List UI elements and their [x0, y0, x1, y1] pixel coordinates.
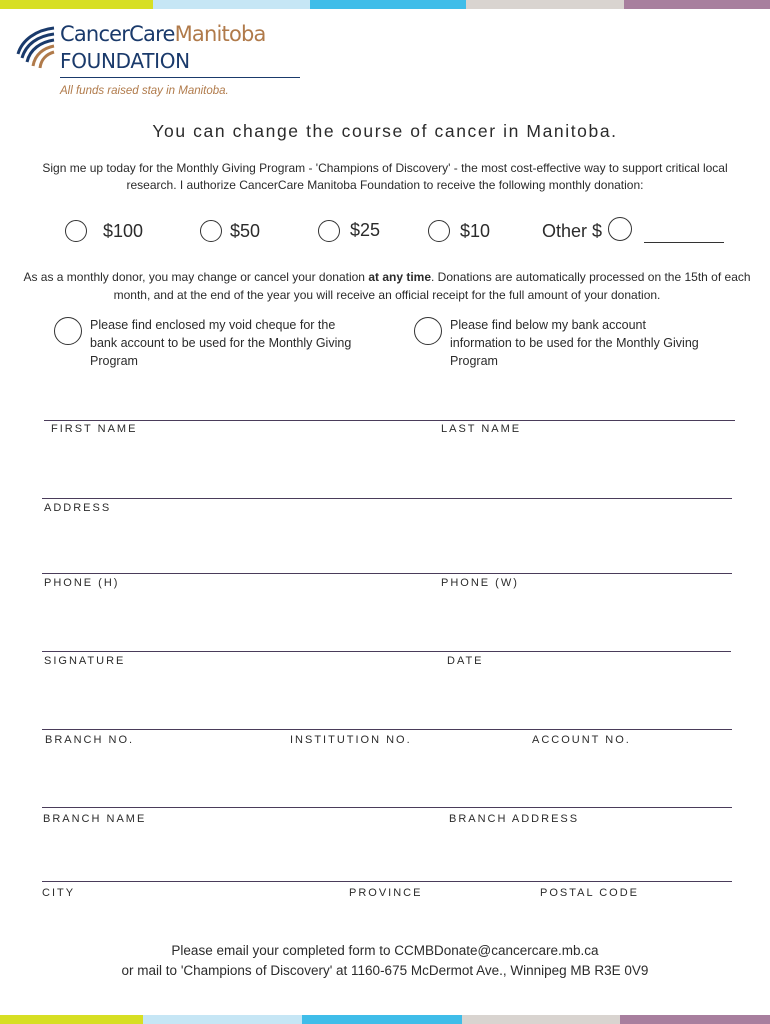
stripe-segment [153, 0, 310, 9]
institution-no-label: INSTITUTION NO. [290, 734, 412, 746]
phone-field[interactable] [42, 573, 732, 574]
branch-name-label: BRANCH NAME [43, 813, 147, 825]
donor-note-text: As as a monthly donor, you may change or cancel your donation [23, 270, 369, 284]
logo-foundation: FOUNDATION [60, 49, 190, 73]
donor-note [14, 268, 760, 304]
stripe-segment [302, 1015, 462, 1024]
bottom-color-stripe [0, 1015, 770, 1024]
payment-option-cheque[interactable] [54, 316, 365, 370]
stripe-segment [0, 0, 153, 9]
stripe-segment [0, 1015, 143, 1024]
branch-field[interactable] [42, 807, 732, 808]
city-field[interactable] [42, 881, 732, 882]
payment-option-bank-info[interactable] [414, 316, 700, 370]
branch-address-label: BRANCH ADDRESS [449, 813, 580, 825]
logo-name [60, 22, 266, 46]
phone-home-label: PHONE (H) [44, 577, 120, 589]
amount-radio[interactable] [65, 220, 87, 242]
branch-no-label: BRANCH NO. [45, 734, 135, 746]
footer-line-email: Please email your completed form to CCMBDonate@cancercare.mb.ca [171, 943, 599, 958]
stripe-segment [310, 0, 466, 9]
account-no-label: ACCOUNT NO. [532, 734, 631, 746]
amount-option-other[interactable] [542, 217, 632, 245]
payment-radio[interactable] [54, 317, 82, 345]
amount-option-25[interactable] [318, 217, 380, 245]
logo-swirl-icon [14, 24, 56, 70]
stripe-segment [143, 1015, 302, 1024]
phone-work-label: PHONE (W) [441, 577, 519, 589]
address-field[interactable] [42, 498, 732, 499]
logo-tagline: All funds raised stay in Manitoba. [60, 85, 229, 97]
city-label: CITY [42, 887, 76, 899]
donor-note-text: . Donations are automatically processed on the 15th of each month, and at the end of the year you will receive an official receipt for the full amount of your donation. [113, 270, 751, 302]
amount-radio[interactable] [318, 220, 340, 242]
footer-line-mail: or mail to 'Champions of Discovery' at 1160-675 McDermot Ave., Winnipeg MB R3E 0V9 [121, 963, 649, 978]
amount-label: $50 [230, 220, 261, 241]
signature-date-field[interactable] [42, 651, 731, 652]
bank-numbers-field[interactable] [42, 729, 732, 730]
amount-radio[interactable] [428, 220, 450, 242]
stripe-segment [624, 0, 770, 9]
postal-code-label: POSTAL CODE [540, 887, 640, 899]
amount-label: $10 [460, 220, 491, 241]
amount-option-10[interactable] [428, 217, 490, 245]
first-last-name-field[interactable] [44, 420, 735, 421]
payment-option-label: Please find enclosed my void cheque for the bank account to be used for the Monthly Giving Program [90, 318, 352, 368]
foundation-logo [14, 20, 304, 105]
province-label: PROVINCE [349, 887, 423, 899]
signature-label: SIGNATURE [44, 655, 126, 667]
amount-label: $100 [103, 220, 144, 241]
logo-rule [60, 77, 300, 78]
amount-radio[interactable] [608, 217, 632, 241]
last-name-label: LAST NAME [441, 423, 522, 435]
amount-radio[interactable] [200, 220, 222, 242]
amount-option-50[interactable] [200, 217, 260, 245]
logo-name-part2: Manitoba [174, 22, 266, 46]
footer-instructions [0, 941, 770, 981]
stripe-segment [620, 1015, 770, 1024]
top-color-stripe [0, 0, 770, 9]
payment-option-label: Please find below my bank account information to be used for the Monthly Giving Program [450, 318, 699, 368]
donor-note-bold: at any time [368, 270, 432, 284]
logo-name-part1: CancerCare [60, 22, 175, 46]
address-label: ADDRESS [44, 502, 112, 514]
stripe-segment [462, 1015, 620, 1024]
payment-radio[interactable] [414, 317, 442, 345]
amount-label: $25 [350, 219, 381, 240]
other-label: Other $ [542, 220, 603, 241]
amount-option-100[interactable] [65, 217, 143, 245]
first-name-label: FIRST NAME [51, 423, 138, 435]
date-label: DATE [447, 655, 484, 667]
stripe-segment [466, 0, 624, 9]
intro-text: Sign me up today for the Monthly Giving Program - 'Champions of Discovery' - the most cost-effective way to support critical local research. I authorize CancerCare Manitoba Foundation to receive the following monthly donation: [42, 161, 728, 192]
page-title: You can change the course of cancer in Manitoba. [152, 121, 618, 141]
other-amount-field[interactable] [644, 242, 724, 243]
